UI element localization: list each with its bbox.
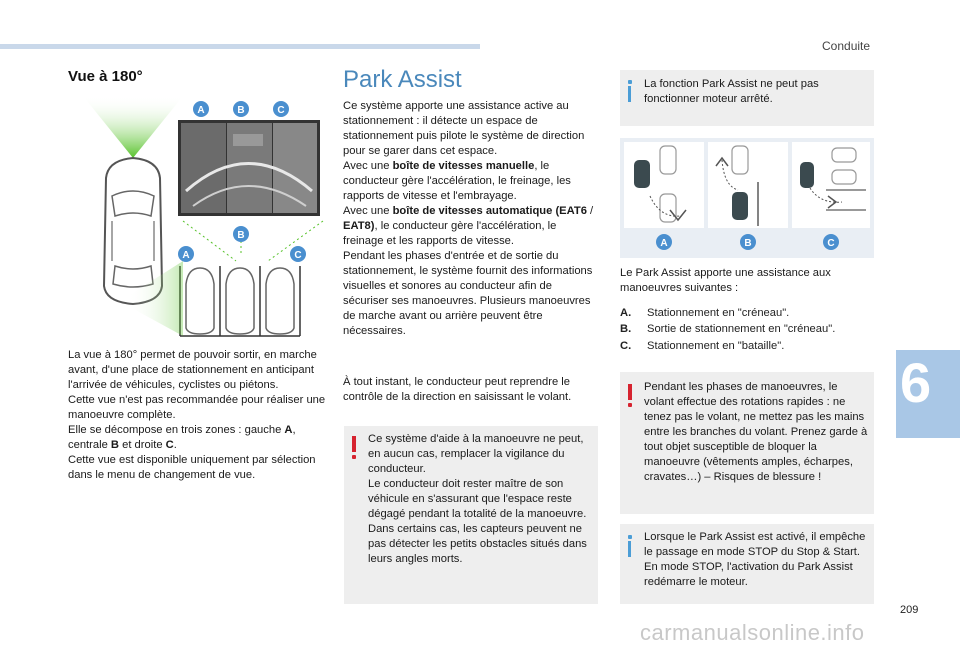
label-b-mid: B <box>237 230 245 241</box>
label-a-top: A <box>197 105 205 116</box>
paragraph: Pendant les phases d'entrée et de sortie du stationnement, le système fournit des informations visuelles et sonores au conducteur afin de sécuriser ses manoeuvres. Plusieurs manoeuvres de marche avant ou arrière peuvent être nécessaires. <box>343 250 593 337</box>
watermark: carmanualsonline.info <box>640 620 865 645</box>
maneuvers-intro: Le Park Assist apporte une assistance aux manoeuvres suivantes : <box>620 267 831 294</box>
paragraph: Ce système apporte une assistance active au stationnement : il détecte un espace de stationnement puis pilote le système de direction pour se garer dans cet espace. <box>343 100 585 157</box>
park-assist-diagram <box>620 138 874 258</box>
section-heading-180: Vue à 180° <box>68 68 143 85</box>
view-180-illustration <box>68 96 328 346</box>
warning-line: Dans certains cas, les capteurs peuvent ne pas détecter les petits obstacles situés dans leurs angles morts. <box>368 523 587 565</box>
warning-box-right <box>620 372 874 514</box>
auto-paragraph: Avec une boîte de vitesses automatique (EAT6 / EAT8), le conducteur gère l'accélération, le freinage et les rapports de vitesse. <box>343 205 594 247</box>
paragraph: Cette vue n'est pas recommandée pour réaliser une manoeuvre complète. <box>68 394 326 421</box>
camera-cone <box>83 96 183 158</box>
paragraph: La vue à 180° permet de pouvoir sortir, en marche avant, d'une place de stationnement en anticipant l'arrivée de véhicules, cyclistes ou piétons. <box>68 349 317 391</box>
diagram-label-b: B <box>744 238 752 249</box>
info-box-top <box>620 70 874 126</box>
warning-text: Pendant les phases de manoeuvres, le volant effectue des rotations rapides : ne tenez pas le volant, ne mettez pas les mains entre les branches du volant. Prenez garde à tout objet susceptible de bloquer la manoeuvre (vêtements amples, écharpes, cravates…) – Risques de blessure ! <box>644 381 868 483</box>
zones-paragraph: Elle se décompose en trois zones : gauche A, centrale B et droite C. <box>68 424 296 451</box>
anytime-paragraph: À tout instant, le conducteur peut reprendre le contrôle de la direction en saisissant le volant. <box>343 376 572 403</box>
park-assist-description <box>343 99 595 339</box>
diagram-label-a: A <box>660 238 668 249</box>
view-180-description <box>68 348 326 483</box>
diagram-label-c: C <box>827 238 835 249</box>
park-assist-title: Park Assist <box>343 66 462 93</box>
warning-box-middle <box>344 426 598 604</box>
warning-line: Le conducteur doit rester maître de son véhicule en s'assurant que l'espace reste dégagé pendant la totalité de la manoeuvre. <box>368 478 587 520</box>
camera-screen-image <box>178 120 320 216</box>
warning-line: Ce système d'aide à la manoeuvre ne peut, en aucun cas, remplacer la vigilance du conducteur. <box>368 433 584 475</box>
info-box-bottom <box>620 524 874 604</box>
parking-bays <box>180 266 300 336</box>
label-a-mid: A <box>182 250 190 261</box>
page-number: 209 <box>900 604 919 616</box>
label-c-mid: C <box>294 250 302 261</box>
label-b-top: B <box>237 105 245 116</box>
section-title: Conduite <box>822 39 871 53</box>
manual-paragraph: Avec une boîte de vitesses manuelle, le conducteur gère l'accélération, le freinage, les rapports de vitesse et l'embrayage. <box>343 160 571 202</box>
label-c-top: C <box>277 105 285 116</box>
chapter-number: 6 <box>900 351 932 414</box>
header-bar <box>0 44 480 49</box>
paragraph: Cette vue est disponible uniquement par sélection dans le menu de changement de vue. <box>68 454 316 481</box>
info-text: Lorsque le Park Assist est activé, il empêche le passage en mode STOP du Stop & Start. En mode STOP, l'activation du Park Assist redémarre le moteur. <box>644 531 866 588</box>
info-text: La fonction Park Assist ne peut pas fonctionner moteur arrêté. <box>644 78 819 105</box>
